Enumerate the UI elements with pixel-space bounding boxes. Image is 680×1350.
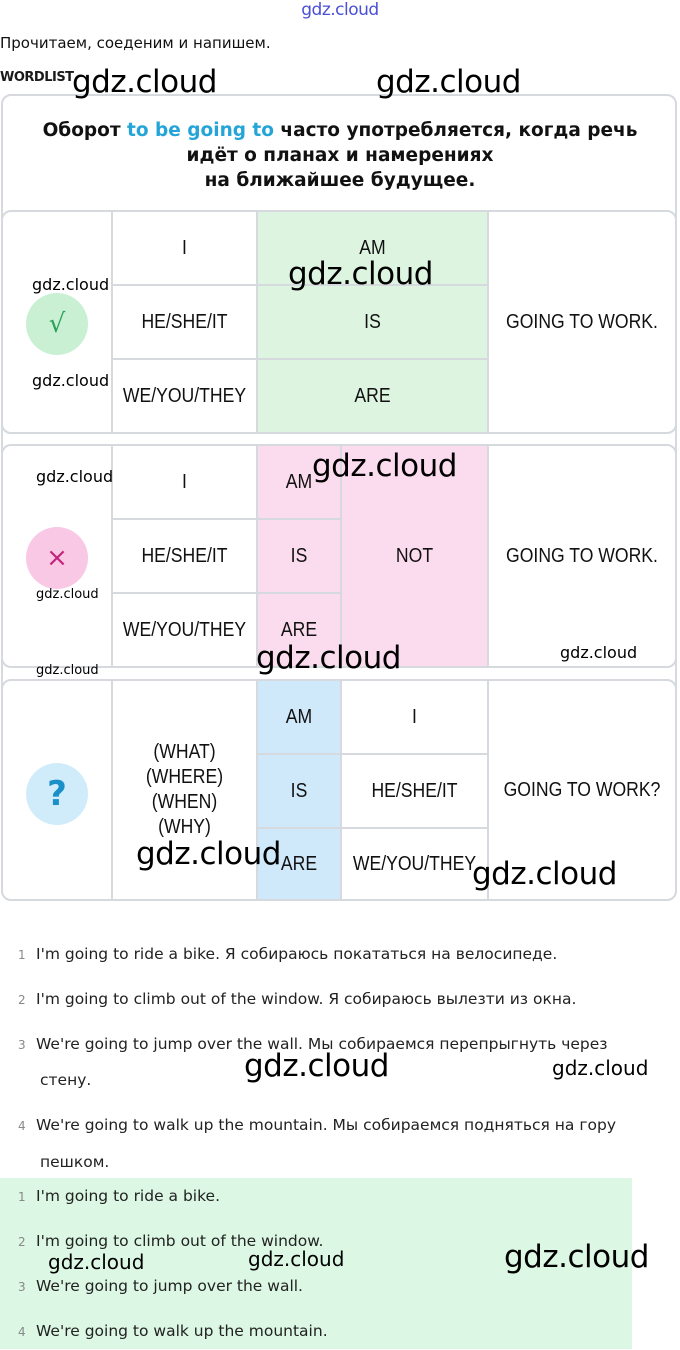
watermark: gdz.cloud	[376, 64, 521, 100]
verb-are: ARE	[280, 852, 318, 875]
grammar-rule	[0, 118, 680, 193]
ending: GOING TO WORK.	[506, 544, 658, 567]
subject-he-she-it: HE/SHE/IT	[141, 310, 228, 333]
watermark: gdz.cloud	[32, 371, 110, 390]
rule-text-end: часто употребляется, когда речь	[273, 120, 638, 141]
ending: GOING TO WORK.	[506, 310, 658, 333]
item-number: 1	[18, 1190, 26, 1204]
verb-are: ARE	[354, 384, 391, 407]
verb-are: ARE	[280, 618, 318, 641]
rule-line-2: идёт о планах и намерениях	[186, 145, 494, 166]
watermark: gdz.cloud	[32, 275, 110, 294]
intro-text: Прочитаем, соеденим и напишем.	[0, 34, 271, 52]
site-link[interactable]: gdz.cloud	[301, 0, 379, 20]
item-text: I'm going to ride a bike.	[36, 1187, 221, 1205]
item-number: 2	[18, 993, 26, 1007]
watermark: gdz.cloud	[472, 856, 617, 892]
watermark: gdz.cloud	[36, 467, 114, 486]
wh-when: (WHEN)	[151, 791, 218, 813]
wordlist-label: WORDLIST	[0, 70, 74, 85]
subject-i: I	[412, 705, 417, 728]
item-number: 2	[18, 1235, 26, 1249]
question-icon: ?	[26, 763, 88, 825]
translation-continuation: пешком.	[40, 1153, 110, 1171]
watermark: gdz.cloud	[48, 1250, 145, 1274]
wh-what: (WHAT)	[153, 741, 216, 763]
watermark: gdz.cloud	[36, 587, 99, 602]
verb-am: AM	[285, 705, 313, 728]
item-text: We're going to walk up the mountain. Мы собираемся подняться на гору	[36, 1116, 616, 1134]
item-text: I'm going to ride a bike. Я собираюсь покататься на велосипеде.	[36, 945, 558, 963]
rule-line-3: на ближайшее будущее.	[204, 170, 476, 191]
watermark: gdz.cloud	[136, 836, 281, 872]
watermark: gdz.cloud	[72, 64, 217, 100]
rule-text-start: Оборот	[42, 120, 128, 141]
item-text: We're going to jump over the wall. Мы собираемся перепрыгнуть через	[36, 1035, 608, 1053]
item-number: 4	[18, 1119, 26, 1133]
watermark: gdz.cloud	[248, 1247, 345, 1271]
subject-we-you-they: WE/YOU/THEY	[122, 384, 247, 407]
affirmative-block	[1, 210, 677, 434]
watermark: gdz.cloud	[504, 1239, 649, 1275]
subject-i: I	[182, 236, 187, 259]
watermark: gdz.cloud	[288, 256, 433, 292]
item-text: I'm going to climb out of the window.	[36, 1232, 324, 1250]
watermark: gdz.cloud	[36, 663, 99, 678]
answer-item	[18, 1178, 220, 1215]
watermark: gdz.cloud	[552, 1056, 649, 1080]
item-text: We're going to jump over the wall.	[36, 1277, 303, 1295]
item-text: We're going to walk up the mountain.	[36, 1322, 328, 1340]
watermark: gdz.cloud	[244, 1048, 389, 1084]
item-number: 3	[18, 1038, 26, 1052]
item-number: 4	[18, 1325, 26, 1339]
answer-item	[18, 1313, 328, 1350]
verb-is: IS	[290, 779, 308, 802]
verb-is: IS	[290, 544, 308, 567]
wh-why: (WHY)	[158, 816, 211, 838]
translation-item	[18, 936, 557, 973]
subject-we-you-they: WE/YOU/THEY	[122, 618, 247, 641]
rule-highlight: to be going to	[127, 120, 274, 141]
watermark: gdz.cloud	[560, 643, 638, 662]
watermark: gdz.cloud	[256, 640, 401, 676]
verb-am: AM	[359, 236, 386, 259]
item-number: 1	[18, 948, 26, 962]
wh-where: (WHERE)	[145, 766, 224, 788]
check-icon: √	[26, 293, 88, 355]
subject-we-you-they: WE/YOU/THEY	[352, 852, 477, 875]
verb-is: IS	[364, 310, 381, 333]
subject-he-she-it: HE/SHE/IT	[371, 779, 458, 802]
translation-item	[18, 981, 576, 1018]
subject-he-she-it: HE/SHE/IT	[141, 544, 228, 567]
watermark: gdz.cloud	[312, 448, 457, 484]
item-text: I'm going to climb out of the window. Я собираюсь вылезти из окна.	[36, 990, 577, 1008]
verb-am: AM	[285, 470, 313, 493]
not-word: NOT	[395, 544, 434, 567]
ending: GOING TO WORK?	[503, 778, 661, 801]
translation-continuation: стену.	[40, 1071, 92, 1089]
subject-i: I	[182, 470, 187, 493]
cross-icon: ×	[26, 527, 88, 589]
translation-item	[18, 1107, 616, 1144]
item-number: 3	[18, 1280, 26, 1294]
